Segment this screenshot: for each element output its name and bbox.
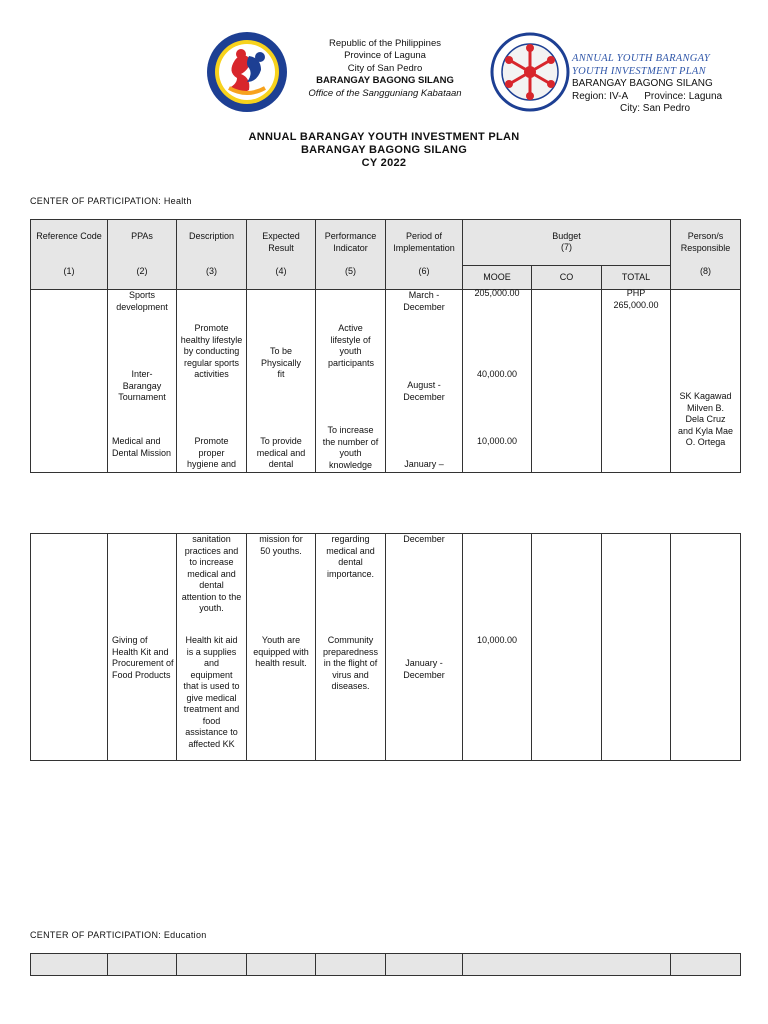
cell — [108, 954, 177, 976]
cell-ppas — [108, 534, 177, 761]
header-office: Office of the Sangguniang Kabataan — [308, 87, 462, 99]
header-barangay: BARANGAY BAGONG SILANG — [316, 75, 454, 87]
exp-inter: To be Physically fit — [260, 346, 301, 379]
header-right-barangay: BARANGAY BAGONG SILANG — [572, 78, 713, 89]
header-line-province: Province of Laguna — [344, 50, 426, 62]
col-header-co: CO — [532, 266, 602, 290]
mooe-health-kit: 10,000.00 — [476, 635, 518, 645]
barangay-seal — [490, 32, 570, 112]
exp-health-kit: Youth are equipped with health result. — [253, 635, 309, 668]
period-medical-cont: December — [403, 534, 445, 544]
period-health-kit: January - December — [403, 658, 445, 680]
exp-medical: To provide medical and dental — [256, 436, 306, 469]
header-right — [572, 53, 768, 116]
period-medical: January – — [404, 459, 444, 469]
cell-description — [177, 290, 247, 473]
cell-expected — [247, 534, 316, 761]
col-header-expected: Expected Result (4) — [247, 220, 316, 290]
col-header-total: TOTAL — [602, 266, 671, 290]
cell — [316, 954, 386, 976]
total-sports: PHP 265,000.00 — [613, 288, 659, 310]
cell-person — [671, 290, 741, 473]
mooe-sports: 205,000.00 — [474, 288, 520, 298]
health-plan-table — [30, 219, 741, 473]
person-responsible: SK Kagawad Milven B. Dela Cruz and Kyla Mae O. Ortega — [677, 391, 734, 447]
cell-person — [671, 534, 741, 761]
page-title — [0, 131, 768, 170]
desc-inter: Promote healthy lifestyle by conducting regular sports activities — [180, 323, 243, 379]
health-plan-table-continued — [30, 533, 741, 761]
perf-medical-cont: regarding medical and dental importance. — [326, 534, 375, 579]
col-header-performance: Performance Indicator (5) — [316, 220, 386, 290]
section-label-education: CENTER OF PARTICIPATION: Education — [30, 930, 207, 940]
desc-medical: Promote proper hygiene and — [186, 436, 237, 469]
header-right-city: City: San Pedro — [620, 103, 691, 114]
header-line-city: City of San Pedro — [347, 62, 423, 74]
exp-medical-cont: mission for 50 youths. — [259, 534, 303, 556]
desc-medical-cont: sanitation practices and to increase medical and dental attention to the youth. — [181, 534, 242, 613]
cell-co — [532, 534, 602, 761]
perf-health-kit: Community preparedness in the flight of virus and diseases. — [322, 635, 379, 691]
header-line-republic: Republic of the Philippines — [329, 38, 441, 49]
table-row — [31, 290, 741, 473]
cell-reference — [31, 534, 108, 761]
ppa-inter-barangay: Inter-Barangay Tournament — [118, 369, 166, 402]
cell-period — [386, 534, 463, 761]
cell-description — [177, 534, 247, 761]
title-line-1: ANNUAL BARANGAY YOUTH INVESTMENT PLAN — [248, 131, 520, 143]
col-header-description: Description (3) — [177, 220, 247, 290]
cell-total — [602, 534, 671, 761]
cell — [177, 954, 247, 976]
education-plan-table — [30, 953, 741, 976]
ppa-sports: Sports development — [116, 290, 168, 312]
sk-logo — [205, 30, 289, 114]
table-row — [31, 954, 741, 976]
desc-health-kit: Health kit aid is a supplies and equipment that is used to give medical treatment and food assistance to affected KK — [183, 635, 240, 749]
cell-performance — [316, 290, 386, 473]
cell — [386, 954, 463, 976]
cell-mooe — [463, 534, 532, 761]
header-right-italic-1: ANNUAL YOUTH BARANGAY — [572, 53, 710, 64]
col-header-person: Person/s Responsible (8) — [671, 220, 741, 290]
cell-ppas — [108, 290, 177, 473]
header-right-italic-2: YOUTH INVESTMENT PLAN — [572, 65, 706, 77]
cell-expected — [247, 290, 316, 473]
cell — [31, 954, 108, 976]
cell-period — [386, 290, 463, 473]
cell-reference — [31, 290, 108, 473]
cell-performance — [316, 534, 386, 761]
col-header-mooe: MOOE — [463, 266, 532, 290]
period-sports: March - December — [403, 290, 445, 312]
section-label-health: CENTER OF PARTICIPATION: Health — [30, 196, 192, 206]
perf-inter: Active lifestyle of youth participants — [328, 323, 375, 368]
col-header-budget: Budget (7) — [463, 220, 671, 266]
perf-medical: To increase the number of youth knowledge — [322, 425, 379, 470]
cell — [671, 954, 741, 976]
title-line-3: CY 2022 — [361, 157, 407, 169]
cell — [463, 954, 671, 976]
cell-mooe — [463, 290, 532, 473]
header-right-region: Region: IV-A Province: Laguna — [572, 90, 723, 102]
mooe-inter: 40,000.00 — [476, 369, 518, 379]
table-row — [31, 534, 741, 761]
cell-total — [602, 290, 671, 473]
cell-co — [532, 290, 602, 473]
ppa-medical: Medical and Dental Mission — [112, 436, 172, 458]
cell — [247, 954, 316, 976]
col-header-ppas: PPAs (2) — [108, 220, 177, 290]
ppa-health-kit: Giving of Health Kit and Procurement of Food Products — [112, 635, 174, 680]
col-header-reference: Reference Code (1) — [31, 220, 108, 290]
col-header-period: Period of Implementation (6) — [386, 220, 463, 290]
header-center — [290, 38, 480, 100]
mooe-medical: 10,000.00 — [476, 436, 518, 446]
title-line-2: BARANGAY BAGONG SILANG — [300, 144, 468, 156]
period-inter: August - December — [403, 380, 445, 402]
